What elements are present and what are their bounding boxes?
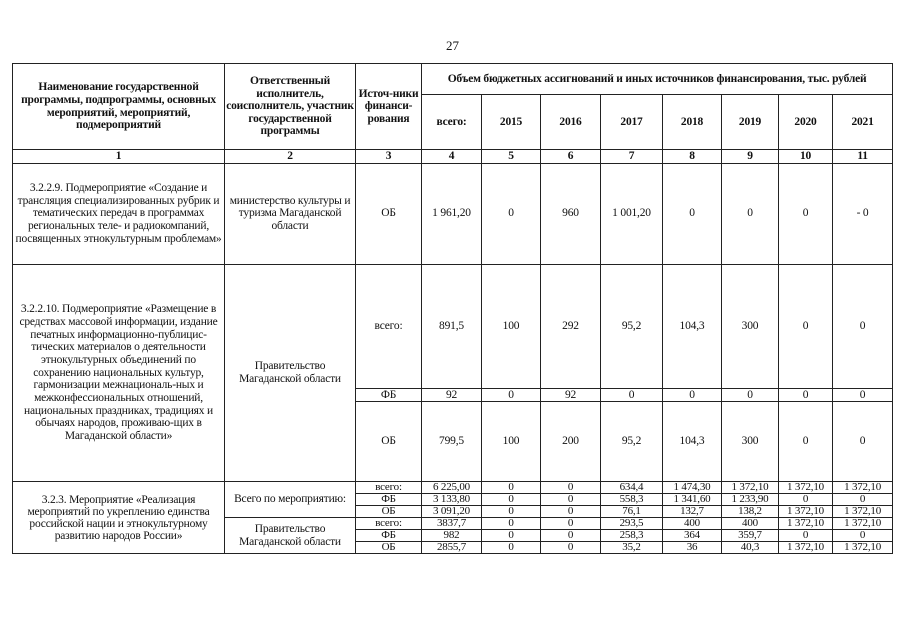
funding-source: ОБ <box>356 163 422 264</box>
value-cell: 0 <box>779 264 833 388</box>
funding-source: всего: <box>356 518 422 530</box>
header-name: Наименование государственной программы, подпрограммы, основных мероприятий, мероприятий, подмероприятий <box>13 64 225 150</box>
value-cell: 364 <box>663 530 722 542</box>
header-year: 2015 <box>482 95 541 150</box>
value-cell: 0 <box>663 163 722 264</box>
funding-source: ФБ <box>356 530 422 542</box>
value-cell: 92 <box>541 388 601 402</box>
value-cell: 1 233,90 <box>722 494 779 506</box>
table-row <box>13 163 893 264</box>
value-cell: 35,2 <box>601 542 663 554</box>
value-cell: 982 <box>422 530 482 542</box>
header-year: 2021 <box>833 95 893 150</box>
value-cell: 0 <box>482 388 541 402</box>
value-cell: 1 372,10 <box>779 542 833 554</box>
header-year: 2019 <box>722 95 779 150</box>
value-cell: 0 <box>482 482 541 494</box>
column-number: 6 <box>541 150 601 164</box>
header-year: 2018 <box>663 95 722 150</box>
value-cell: 0 <box>541 530 601 542</box>
value-cell: 0 <box>541 518 601 530</box>
value-cell: 0 <box>779 402 833 482</box>
value-cell: 138,2 <box>722 506 779 518</box>
header-year: 2017 <box>601 95 663 150</box>
header-volume: Объем бюджетных ассигнований и иных источников финансирования, тыс. рублей <box>422 64 893 95</box>
value-cell: 3837,7 <box>422 518 482 530</box>
responsible-executor: министерство культуры и туризма Магаданской области <box>225 163 356 264</box>
value-cell: 104,3 <box>663 264 722 388</box>
header-year: 2020 <box>779 95 833 150</box>
value-cell: 0 <box>833 388 893 402</box>
column-number: 9 <box>722 150 779 164</box>
value-cell: 400 <box>722 518 779 530</box>
funding-source: ОБ <box>356 542 422 554</box>
header-source: Источ-ники финанси-рования <box>356 64 422 150</box>
header-total: всего: <box>422 95 482 150</box>
value-cell: 1 961,20 <box>422 163 482 264</box>
measure-name: 3.2.3. Мероприятие «Реализация мероприятий по укреплению единства российской нации и этнокультурному развитию народов России» <box>13 482 225 554</box>
value-cell: 799,5 <box>422 402 482 482</box>
value-cell: 0 <box>482 530 541 542</box>
value-cell: 0 <box>663 388 722 402</box>
column-number: 8 <box>663 150 722 164</box>
funding-source: всего: <box>356 482 422 494</box>
value-cell: 1 372,10 <box>779 518 833 530</box>
value-cell: 200 <box>541 402 601 482</box>
value-cell: 634,4 <box>601 482 663 494</box>
value-cell: 0 <box>482 163 541 264</box>
value-cell: 0 <box>833 264 893 388</box>
table-row <box>13 482 893 494</box>
value-cell: 0 <box>722 388 779 402</box>
funding-source: всего: <box>356 264 422 388</box>
value-cell: 95,2 <box>601 264 663 388</box>
funding-source: ФБ <box>356 388 422 402</box>
value-cell: 0 <box>833 494 893 506</box>
responsible-executor: Всего по мероприятию: <box>225 482 356 518</box>
value-cell: 0 <box>482 506 541 518</box>
value-cell: 292 <box>541 264 601 388</box>
funding-source: ОБ <box>356 506 422 518</box>
column-number: 11 <box>833 150 893 164</box>
value-cell: 0 <box>833 402 893 482</box>
header-row <box>13 64 893 95</box>
value-cell: 891,5 <box>422 264 482 388</box>
value-cell: 0 <box>482 494 541 506</box>
value-cell: 300 <box>722 264 779 388</box>
value-cell: 0 <box>482 518 541 530</box>
value-cell: 1 372,10 <box>833 518 893 530</box>
value-cell: 2855,7 <box>422 542 482 554</box>
value-cell: 0 <box>833 530 893 542</box>
value-cell: 100 <box>482 264 541 388</box>
responsible-executor: Правительство Магаданской области <box>225 518 356 554</box>
value-cell: 100 <box>482 402 541 482</box>
value-cell: 0 <box>541 542 601 554</box>
budget-table <box>12 63 893 554</box>
value-cell: 132,7 <box>663 506 722 518</box>
header-year: 2016 <box>541 95 601 150</box>
column-number: 2 <box>225 150 356 164</box>
value-cell: 0 <box>601 388 663 402</box>
value-cell: 0 <box>779 388 833 402</box>
value-cell: 36 <box>663 542 722 554</box>
value-cell: 1 341,60 <box>663 494 722 506</box>
value-cell: 1 372,10 <box>833 506 893 518</box>
value-cell: 40,3 <box>722 542 779 554</box>
value-cell: 3 133,80 <box>422 494 482 506</box>
column-number: 5 <box>482 150 541 164</box>
column-number: 10 <box>779 150 833 164</box>
value-cell: 0 <box>541 506 601 518</box>
column-number: 7 <box>601 150 663 164</box>
value-cell: 0 <box>779 494 833 506</box>
value-cell: 1 372,10 <box>722 482 779 494</box>
value-cell: - 0 <box>833 163 893 264</box>
column-number: 1 <box>13 150 225 164</box>
funding-source: ФБ <box>356 494 422 506</box>
measure-name: 3.2.2.9. Подмероприятие «Создание и трансляция специализированных рубрик и тематических передач в программах региональных теле- и радиокомпаний, посвященных этнокультурным проблемам» <box>13 163 225 264</box>
value-cell: 1 001,20 <box>601 163 663 264</box>
value-cell: 3 091,20 <box>422 506 482 518</box>
value-cell: 1 372,10 <box>779 506 833 518</box>
value-cell: 558,3 <box>601 494 663 506</box>
value-cell: 76,1 <box>601 506 663 518</box>
value-cell: 300 <box>722 402 779 482</box>
value-cell: 400 <box>663 518 722 530</box>
value-cell: 0 <box>541 482 601 494</box>
value-cell: 1 474,30 <box>663 482 722 494</box>
funding-source: ОБ <box>356 402 422 482</box>
value-cell: 95,2 <box>601 402 663 482</box>
value-cell: 359,7 <box>722 530 779 542</box>
value-cell: 960 <box>541 163 601 264</box>
value-cell: 0 <box>722 163 779 264</box>
page-number: 27 <box>446 38 459 53</box>
table-row <box>13 264 893 388</box>
value-cell: 6 225,00 <box>422 482 482 494</box>
value-cell: 1 372,10 <box>779 482 833 494</box>
value-cell: 1 372,10 <box>833 482 893 494</box>
value-cell: 0 <box>541 494 601 506</box>
value-cell: 92 <box>422 388 482 402</box>
value-cell: 0 <box>779 163 833 264</box>
column-number: 4 <box>422 150 482 164</box>
value-cell: 104,3 <box>663 402 722 482</box>
value-cell: 0 <box>482 542 541 554</box>
value-cell: 0 <box>779 530 833 542</box>
value-cell: 1 372,10 <box>833 542 893 554</box>
measure-name: 3.2.2.10. Подмероприятие «Размещение в средствах массовой информации, издание печатных информационно-публицис-тических материалов о деятельности этнокультурных объединений по сохранению национальных культур, гармонизации межнациональ-ных и межконфессиональных отношений, национальных праздниках, традициях и обычаях народов, проживаю-щих в Магаданской области» <box>13 264 225 482</box>
value-cell: 258,3 <box>601 530 663 542</box>
header-responsible: Ответственный исполнитель, соисполнитель, участник государственной программы <box>225 64 356 150</box>
value-cell: 293,5 <box>601 518 663 530</box>
responsible-executor: Правительство Магаданской области <box>225 264 356 482</box>
column-numbers-row <box>13 150 893 164</box>
column-number: 3 <box>356 150 422 164</box>
